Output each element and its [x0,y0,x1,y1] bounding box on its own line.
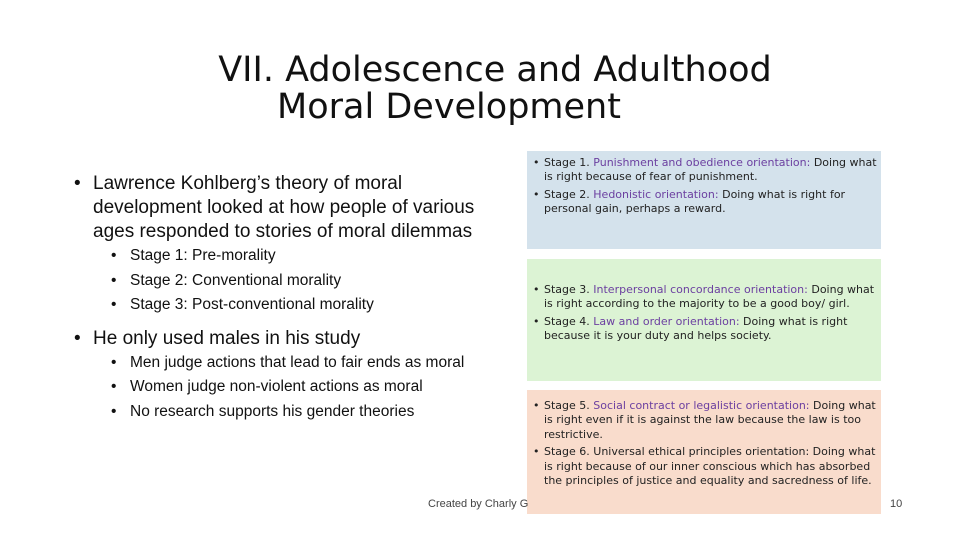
bullet-kohlberg-theory: • Lawrence Kohlberg’s theory of moral development looked at how people of various ages responded to stories of moral dilemmas [74,172,514,244]
sub-bullet-stage-3: • Stage 3: Post-conventional morality [111,293,514,318]
sub-bullet-stage-2: • Stage 2: Conventional morality [111,269,514,294]
stage-item: • Stage 3. Interpersonal concordance orientation: Doing what is right according to the majority to be a good boy/ girl. [533,283,877,312]
stages-panel-postconventional [527,390,881,514]
slide-title [0,52,978,126]
sub-bullet-men-judge: • Men judge actions that lead to fair ends as moral [111,351,514,376]
title-line-1: VII. Adolescence and Adulthood [218,50,772,90]
title-line-2: Moral Development [277,87,621,127]
stages-panel-conventional [527,259,881,381]
sub-bullet-women-judge: • Women judge non-violent actions as moral [111,375,514,400]
stage-item: • Stage 5. Social contract or legalistic orientation: Doing what is right even if it is against the law because the law is too restrictive. [533,399,877,442]
sub-bullet-stage-1: • Stage 1: Pre-morality [111,244,514,269]
stage-item: • Stage 1. Punishment and obedience orientation: Doing what is right because of fear of punishment. [533,156,877,185]
page-number: 10 [890,498,903,510]
footer-credit: Created by Charly G [428,498,529,510]
stage-item: • Stage 6. Universal ethical principles orientation: Doing what is right because of our inner conscious which has absorbed the principles of justice and equality and sacredness of life. [533,445,877,488]
bullet-only-males: • He only used males in his study [74,327,514,351]
stage-item: • Stage 2. Hedonistic orientation: Doing what is right for personal gain, perhaps a reward. [533,188,877,217]
sub-bullet-no-research: • No research supports his gender theories [111,400,514,425]
stage-item: • Stage 4. Law and order orientation: Doing what is right because it is your duty and helps society. [533,315,877,344]
bullet-list [74,172,514,424]
stages-panel-preconventional [527,151,881,249]
